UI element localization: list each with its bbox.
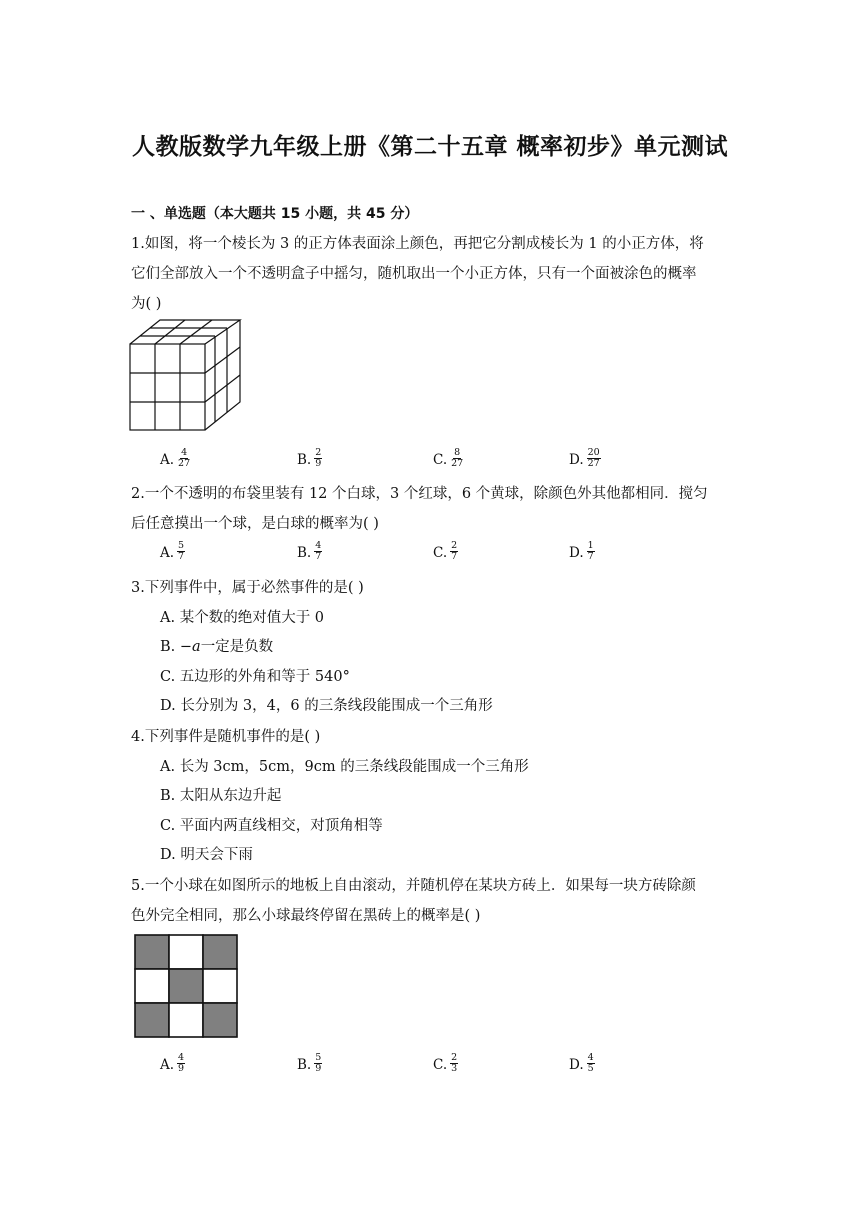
q3-option-c[interactable]: C. 五边形的外角和等于 540° — [160, 669, 350, 685]
q1-option-c[interactable]: C. $\frac{8}{27}$ — [433, 447, 464, 469]
q5-stem-line-1: 5.一个小球在如图所示的地板上自由滚动，并随机停在某块方砖上．如果每一块方砖除颜 — [131, 878, 696, 894]
q3-option-a[interactable]: A. 某个数的绝对值大于 0 — [160, 610, 325, 626]
q1-option-a[interactable]: A. $\frac{4}{27}$ — [160, 447, 191, 469]
q5-stem-line-2: 色外完全相同，那么小球最终停留在黑砖上的概率是( ) — [131, 908, 481, 924]
dark-tile — [169, 969, 203, 1003]
q3-option-b[interactable]: B. −a一定是负数 — [160, 639, 274, 655]
q4-option-b[interactable]: B. 太阳从东边升起 — [160, 788, 282, 804]
q5-option-d[interactable]: D. $\frac{4}{5}$ — [569, 1052, 594, 1074]
q2-stem-line-1: 2.一个不透明的布袋里装有 12 个白球，3 个红球，6 个黄球，除颜色外其他都相同．搅匀 — [131, 486, 708, 502]
q4-option-d[interactable]: D. 明天会下雨 — [160, 847, 253, 863]
q5-option-b[interactable]: B. $\frac{5}{9}$ — [297, 1052, 322, 1074]
q4-option-a[interactable]: A. 长为 3cm，5cm，9cm 的三条线段能围成一个三角形 — [160, 759, 529, 775]
white-tile — [169, 1003, 203, 1037]
q3-stem: 3.下列事件中，属于必然事件的是( ) — [131, 580, 364, 596]
white-tile — [135, 969, 169, 1003]
q1-option-d[interactable]: D. $\frac{20}{27}$ — [569, 447, 600, 469]
q1-stem-line-1: 1.如图，将一个棱长为 3 的正方体表面涂上颜色，再把它分割成棱长为 1 的小正方体，将 — [131, 236, 704, 252]
q4-option-c[interactable]: C. 平面内两直线相交，对顶角相等 — [160, 818, 383, 834]
q2-stem-line-2: 后任意摸出一个球，是白球的概率为( ) — [131, 516, 379, 532]
dark-tile — [203, 935, 237, 969]
q1-stem-line-2: 它们全部放入一个不透明盒子中摇匀，随机取出一个小正方体，只有一个面被涂色的概率 — [131, 266, 697, 282]
q2-option-c[interactable]: C. $\frac{2}{7}$ — [433, 540, 458, 562]
q5-option-c[interactable]: C. $\frac{2}{3}$ — [433, 1052, 458, 1074]
cube-figure — [128, 318, 244, 434]
q2-option-d[interactable]: D. $\frac{1}{7}$ — [569, 540, 594, 562]
dark-tile — [203, 1003, 237, 1037]
white-tile — [203, 969, 237, 1003]
q3-option-d[interactable]: D. 长分别为 3，4，6 的三条线段能围成一个三角形 — [160, 698, 493, 714]
dark-tile — [135, 935, 169, 969]
white-tile — [169, 935, 203, 969]
dark-tile — [135, 1003, 169, 1037]
tile-floor-figure — [133, 933, 239, 1039]
q2-option-a[interactable]: A. $\frac{5}{7}$ — [160, 540, 185, 562]
q1-stem-line-3: 为( ) — [131, 296, 162, 312]
q5-option-a[interactable]: A. $\frac{4}{9}$ — [160, 1052, 185, 1074]
q4-stem: 4.下列事件是随机事件的是( ) — [131, 729, 321, 745]
section-heading: 一 、单选题（本大题共 15 小题，共 45 分） — [131, 206, 419, 222]
q2-option-b[interactable]: B. $\frac{4}{7}$ — [297, 540, 322, 562]
page-title: 人教版数学九年级上册《第二十五章 概率初步》单元测试 — [131, 134, 728, 160]
q1-option-b[interactable]: B. $\frac{2}{9}$ — [297, 447, 322, 469]
